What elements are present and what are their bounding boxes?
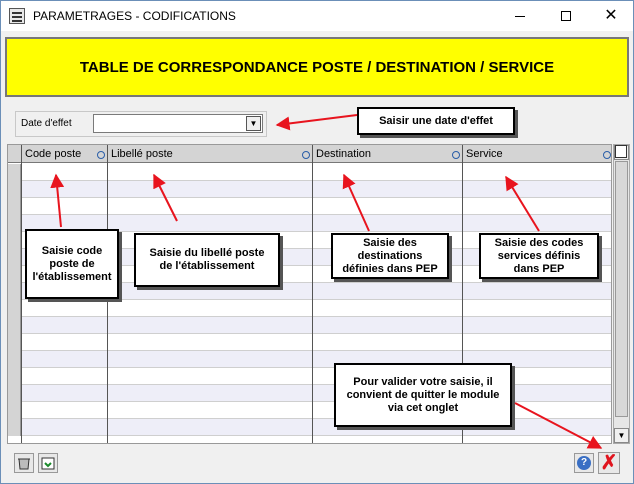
column-label: Service: [466, 148, 503, 160]
column-header-service[interactable]: [462, 145, 612, 163]
callout-libelle-poste: Saisie du libellé poste de l'établissement: [134, 233, 280, 287]
quit-button[interactable]: [598, 452, 620, 474]
row-selector[interactable]: [8, 215, 21, 232]
row-selector[interactable]: [8, 368, 21, 385]
row-selector[interactable]: [8, 283, 21, 300]
row-selector[interactable]: [8, 164, 21, 181]
row-selector[interactable]: [8, 198, 21, 215]
close-button[interactable]: [588, 1, 634, 31]
minimize-button[interactable]: [497, 1, 543, 31]
row-selector[interactable]: [8, 181, 21, 198]
page-title: TABLE DE CORRESPONDANCE POSTE / DESTINATION / SERVICE: [79, 58, 555, 76]
row-selector[interactable]: [8, 402, 21, 419]
table-row[interactable]: [8, 317, 612, 334]
table-row[interactable]: [8, 181, 612, 198]
maximize-icon: [561, 11, 571, 21]
help-icon: ?: [577, 456, 591, 470]
row-selector[interactable]: [8, 317, 21, 334]
table-row[interactable]: [8, 368, 612, 385]
quit-icon: ✗: [600, 452, 618, 474]
table-row[interactable]: [8, 419, 612, 436]
app-icon[interactable]: [9, 8, 25, 24]
header-banner: [5, 37, 629, 97]
import-button[interactable]: [38, 453, 58, 473]
row-selector[interactable]: [8, 385, 21, 402]
callout-code-poste: Saisie code poste de l'établissement: [25, 229, 119, 299]
table-row[interactable]: [8, 198, 612, 215]
callout-destination: Saisie des destinations définies dans PEP: [331, 233, 449, 279]
table-row[interactable]: [8, 385, 612, 402]
close-icon: ✕: [604, 7, 618, 24]
row-selector[interactable]: [8, 266, 21, 283]
row-selector[interactable]: [8, 232, 21, 249]
import-icon: [41, 456, 55, 470]
callout-date: Saisir une date d'effet: [357, 107, 515, 135]
row-selector[interactable]: [8, 249, 21, 266]
date-label: Date d'effet: [21, 118, 72, 129]
table-row[interactable]: [8, 164, 612, 181]
column-chooser-icon[interactable]: [615, 145, 627, 158]
sort-icon[interactable]: [603, 151, 611, 159]
callout-valider: Pour valider votre saisie, il convient de quitter le module via cet onglet: [334, 363, 512, 427]
scroll-down-icon[interactable]: ▼: [614, 428, 629, 443]
table-row[interactable]: [8, 351, 612, 368]
minimize-icon: [515, 16, 525, 17]
column-header-destination[interactable]: [312, 145, 462, 163]
column-label: Libellé poste: [111, 148, 173, 160]
help-button[interactable]: [574, 453, 594, 473]
maximize-button[interactable]: [543, 1, 589, 31]
column-divider: [312, 145, 313, 444]
table-row[interactable]: [8, 402, 612, 419]
column-header-libelle[interactable]: [107, 145, 312, 163]
table-row[interactable]: [8, 300, 612, 317]
callout-service: Saisie des codes services définis dans PEP: [479, 233, 599, 279]
sort-icon[interactable]: [452, 151, 460, 159]
arrow-date: [277, 115, 357, 125]
column-label: Destination: [316, 148, 372, 160]
grid-header: [8, 145, 612, 163]
sort-icon[interactable]: [302, 151, 310, 159]
row-selector[interactable]: [8, 300, 21, 317]
window-title: PARAMETRAGES - CODIFICATIONS: [33, 9, 236, 23]
column-header-code[interactable]: [21, 145, 107, 163]
sort-icon[interactable]: [97, 151, 105, 159]
trash-icon: [17, 456, 31, 470]
title-bar: [1, 1, 633, 31]
scroll-thumb[interactable]: [615, 161, 628, 417]
column-label: Code poste: [25, 148, 82, 160]
row-selector[interactable]: [8, 419, 21, 436]
column-divider: [21, 145, 22, 444]
row-selector[interactable]: [8, 351, 21, 368]
vertical-scrollbar[interactable]: [613, 144, 630, 444]
table-row[interactable]: [8, 334, 612, 351]
chevron-down-icon[interactable]: ▼: [246, 116, 261, 131]
date-effect-select[interactable]: [93, 114, 263, 133]
delete-button[interactable]: [14, 453, 34, 473]
row-selector[interactable]: [8, 334, 21, 351]
